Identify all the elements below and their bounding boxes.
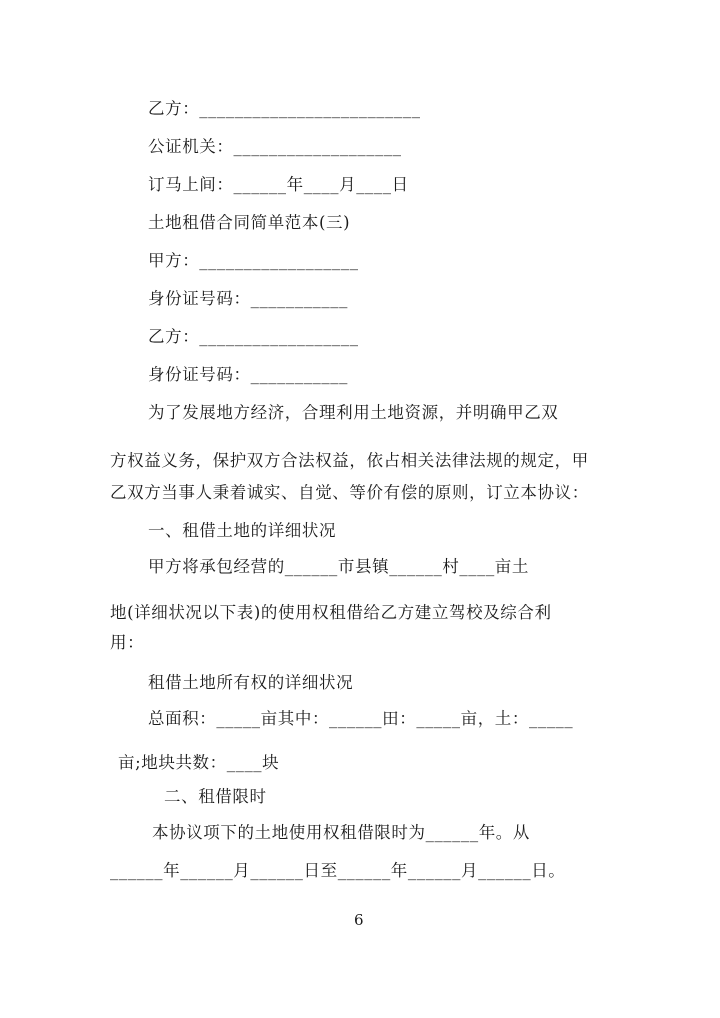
section-1-line-2: 地(详细状况以下表)的使用权租借给乙方建立驾校及综合利 bbox=[110, 603, 552, 622]
section-1-line-3: 用： bbox=[110, 633, 145, 652]
plot-count-line: 亩;地块共数：____块 bbox=[118, 753, 280, 772]
sign-date-line: 订马上间：______年____月____日 bbox=[148, 175, 409, 194]
section-1-heading: 一、租借土地的详细状况 bbox=[148, 521, 337, 540]
section-1-line-1: 甲方将承包经营的______市县镇______村____亩土 bbox=[148, 557, 529, 576]
lease-term-line-2: ______年______月______日至______年______月______日。 bbox=[110, 861, 566, 880]
section-2-heading: 二、租借限时 bbox=[164, 787, 267, 806]
party-b-id-line: 身份证号码：___________ bbox=[148, 365, 348, 384]
page-number: 6 bbox=[354, 911, 364, 929]
preamble-line-1: 为了发展地方经济，合理利用土地资源，并明确甲乙双 bbox=[148, 403, 559, 422]
lease-term-line-1: 本协议项下的土地使用权租借限时为______年。从 bbox=[152, 823, 530, 842]
party-a-id-line: 身份证号码：___________ bbox=[148, 289, 348, 308]
party-a-line: 甲方：__________________ bbox=[148, 251, 359, 270]
notary-line: 公证机关：___________________ bbox=[148, 137, 402, 156]
total-area-line: 总面积：_____亩其中：______田：_____亩，土：_____ bbox=[148, 709, 574, 728]
party-b-line-2: 乙方：__________________ bbox=[148, 327, 359, 346]
party-b-line: 乙方：_________________________ bbox=[148, 99, 421, 118]
contract-title: 土地租借合同简单范本(三) bbox=[148, 213, 351, 232]
preamble-line-2: 方权益义务，保护双方合法权益，依占相关法律法规的规定，甲 bbox=[110, 451, 589, 470]
preamble-line-3: 乙双方当事人秉着诚实、自觉、等价有偿的原则，订立本协议： bbox=[110, 483, 589, 502]
land-status-heading: 租借土地所有权的详细状况 bbox=[148, 673, 354, 692]
